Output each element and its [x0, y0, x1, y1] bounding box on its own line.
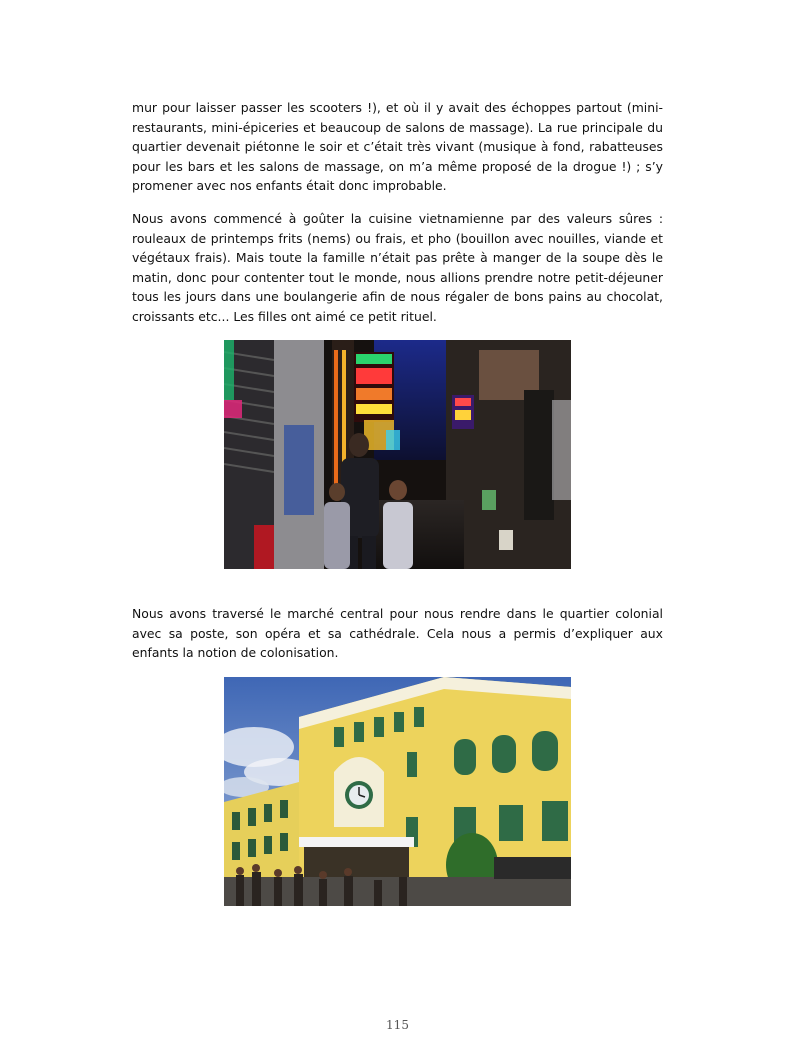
night-street-illustration: [224, 340, 571, 569]
photo-night-street-family: [224, 340, 571, 569]
page-number: 115: [386, 1018, 409, 1032]
paragraph-cuisine: Nous avons commencé à goûter la cuisine vietnamienne par des valeurs sûres : rouleaux de printemps frits (nems) ou frais, et pho (bouillon avec nouilles, viande et végétaux frais). Mais toute la famille n’était pas prête à manger de la soupe dès le matin, donc pour contenter tout le monde, nous allions prendre notre petit-déjeuner tous les jours dans une boulangerie afin de nous régaler de bons pains au chocolat, croissants etc... Les filles ont aimé ce petit rituel.: [132, 211, 663, 324]
paragraph-scooters: mur pour laisser passer les scooters !), et où il y avait des échoppes partout (mini-restaurants, mini-épiceries et beaucoup de salons de massage). La rue principale du quartier devenait piétonne le soir et c’était très vivant (musique à fond, rabatteuses pour les bars et les salons de massage, on m’a même proposé de la drogue !) ; s’y promener avec nos enfants était donc improbable.: [132, 100, 663, 194]
post-office-illustration: [224, 677, 571, 906]
paragraph-colonial-quarter: Nous avons traversé le marché central pour nous rendre dans le quartier colonial avec sa poste, son opéra et sa cathédrale. Cela nous a permis d’expliquer aux enfants la notion de colonisation.: [132, 606, 663, 661]
photo-post-office-building: [224, 677, 571, 906]
